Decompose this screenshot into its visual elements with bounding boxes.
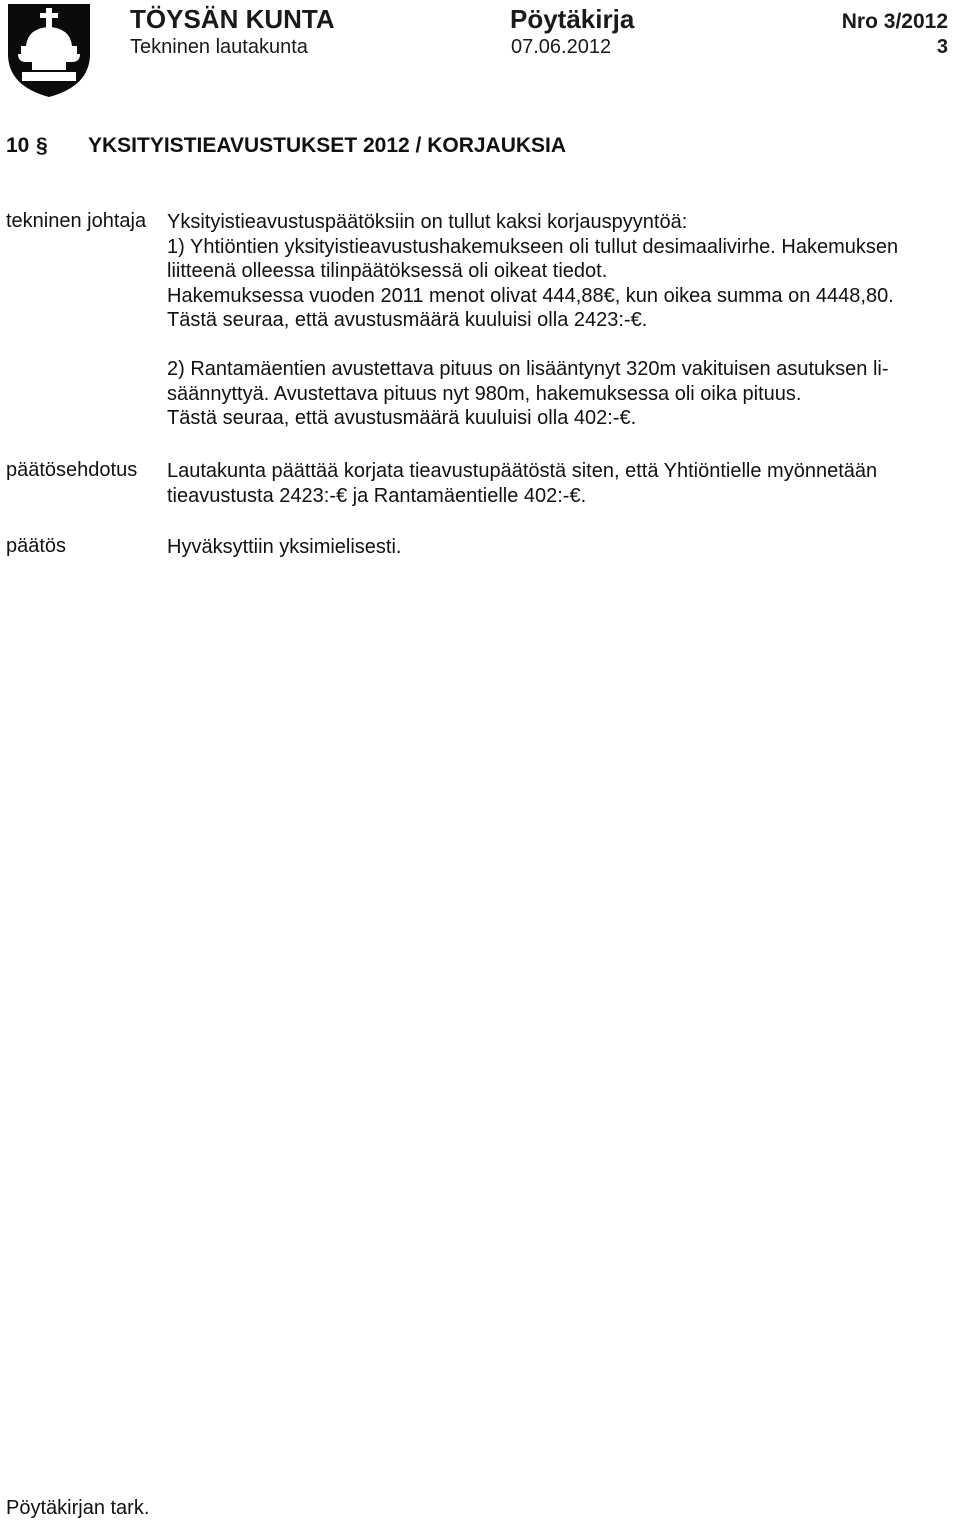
presenter-text [167,210,952,333]
text-line: 1) Yhtiöntien yksityistieavustushakemukseen oli tullut desimaalivirhe. Hakemuksen [167,235,899,258]
municipality-name: TÖYSÄN KUNTA [130,4,335,34]
text-line: Lautakunta päättää korjata tieavustupäätöstä siten, että Yhtiöntielle myönnetään [167,460,878,482]
meeting-date: 07.06.2012 [511,36,612,58]
minutes-checker-footer: Pöytäkirjan tark. [6,1497,150,1519]
text-line: Hakemuksessa vuoden 2011 menot olivat 444,88€, kun oikea summa on 4448,80. [167,284,894,307]
committee-name: Tekninen lautakunta [130,36,308,58]
document-number: Nro 3/2012 [841,10,948,33]
text-line: Tästä seuraa, että avustusmäärä kuuluisi olla 402:-€. [167,407,637,429]
section-number: 10 [6,134,30,157]
presenter-paragraph-1 [167,210,952,333]
text-line: liitteenä olleessa tilinpäätöksessä oli oikeat tiedot. [167,260,608,282]
text-line: säännyttyä. Avustettava pituus nyt 980m, hakemuksessa oli oika pituus. [167,382,802,405]
text-line: Yksityistieavustuspäätöksiin on tullut kaksi korjauspyyntöä: [167,211,688,233]
proposal-label: päätösehdotus [6,459,138,481]
section-title: YKSITYISTIEAVUSTUKSET 2012 / KORJAUKSIA [88,134,567,157]
text-line: Tästä seuraa, että avustusmäärä kuuluisi olla 2423:-€. [167,309,648,331]
section-symbol: § [36,134,48,157]
decision-label: päätös [6,535,67,557]
proposal-text [167,459,952,508]
text-line: tieavustusta 2423:-€ ja Rantamäentielle 402:-€. [167,484,587,507]
document-type: Pöytäkirja [510,4,635,34]
municipal-crest-logo [6,2,92,98]
presenter-paragraph-2 [167,357,952,431]
decision-text: Hyväksyttiin yksimielisesti. [167,536,402,558]
text-line: 2) Rantamäentien avustettava pituus on lisääntynyt 320m vakituisen asutuksen li- [167,358,889,380]
page-number: 3 [936,36,948,58]
section-heading [6,134,567,158]
presenter-label: tekninen johtaja [6,210,147,232]
